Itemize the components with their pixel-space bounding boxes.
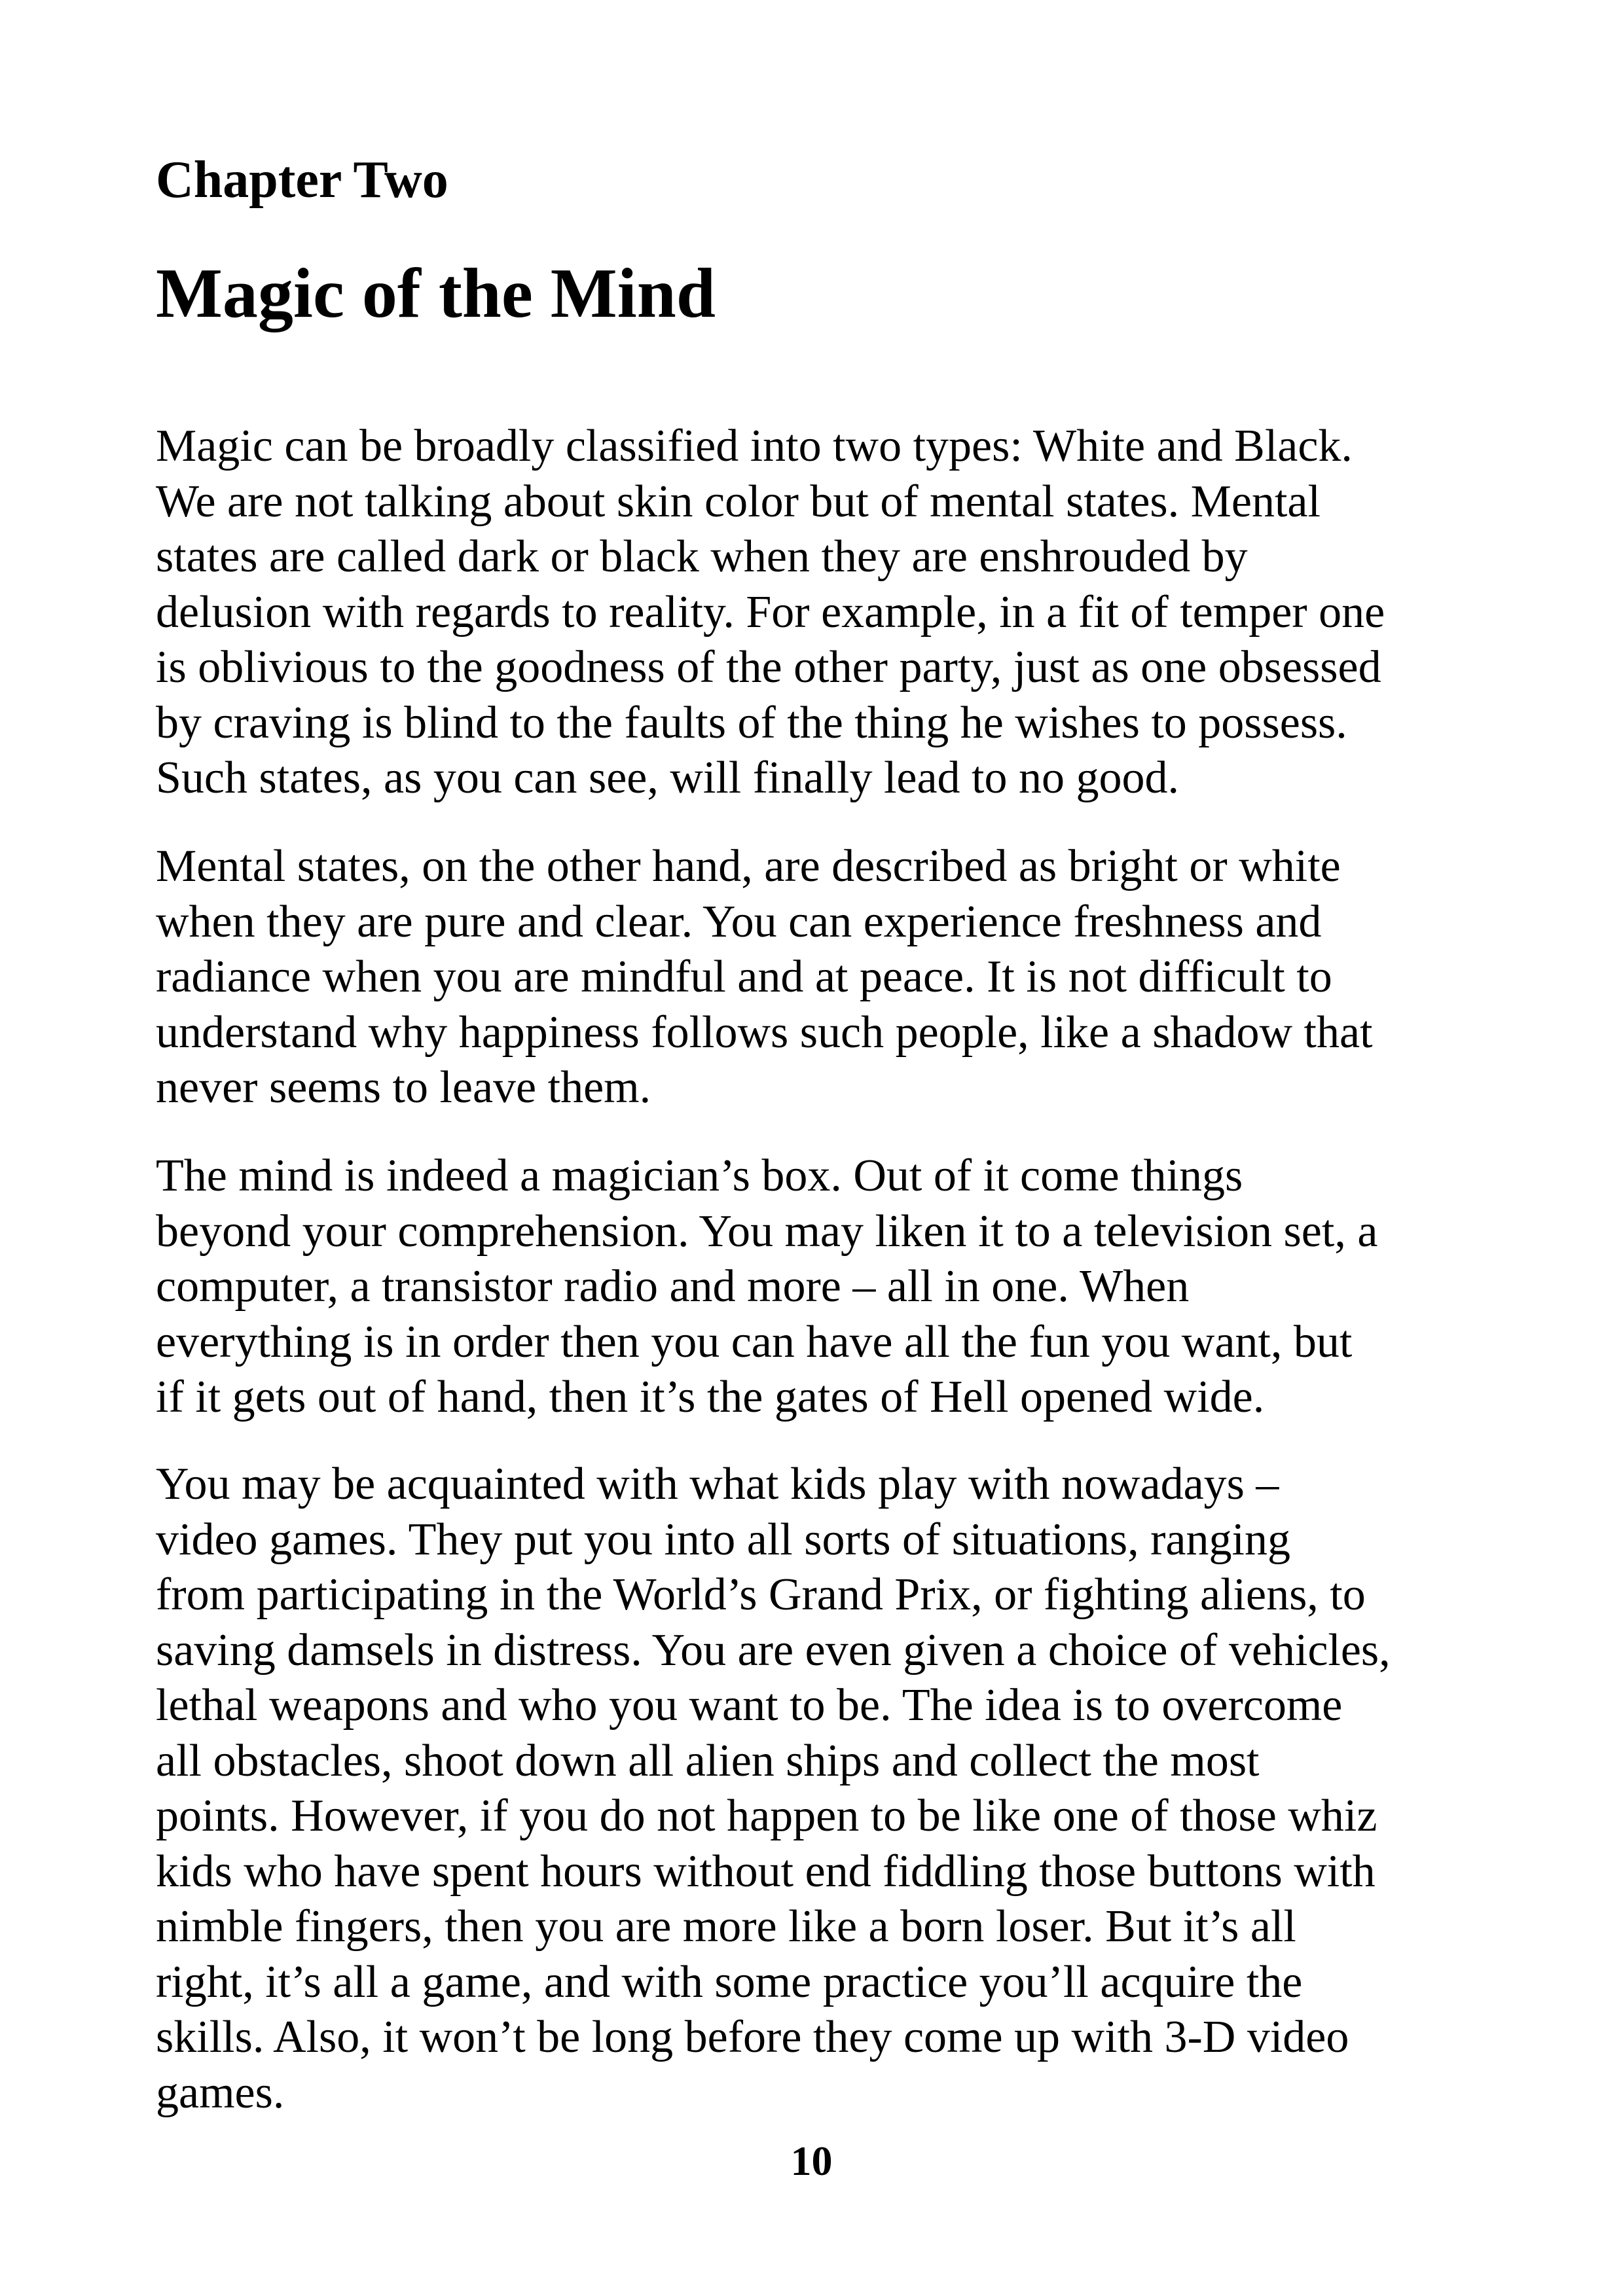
chapter-title: Magic of the Mind	[156, 255, 716, 332]
text-line: if it gets out of hand, then it’s the gates of Hell opened wide.	[156, 1372, 1265, 1422]
text-line: video games. They put you into all sorts of situations, ranging	[156, 1514, 1290, 1565]
text-line: The mind is indeed a magician’s box. Out of it come things	[156, 1151, 1243, 1201]
text-line: right, it’s all a game, and with some practice you’ll acquire the	[156, 1956, 1303, 2007]
text-line: delusion with regards to reality. For example, in a fit of temper one	[156, 586, 1385, 637]
text-line: lethal weapons and who you want to be. The idea is to overcome	[156, 1680, 1343, 1731]
text-line: Mental states, on the other hand, are described as bright or white	[156, 841, 1341, 891]
text-line: when they are pure and clear. You can experience freshness and	[156, 896, 1322, 947]
paragraph-2	[156, 839, 1373, 1116]
text-line: is oblivious to the goodness of the other party, just as one obsessed	[156, 642, 1381, 692]
text-line: by craving is blind to the faults of the thing he wishes to possess.	[156, 697, 1347, 748]
page-number: 10	[790, 2138, 833, 2184]
text-line: Such states, as you can see, will finally lead to no good.	[156, 753, 1180, 803]
chapter-label: Chapter Two	[156, 151, 448, 209]
text-line: computer, a transistor radio and more – all in one. When	[156, 1261, 1190, 1312]
text-line: saving damsels in distress. You are even given a choice of vehicles,	[156, 1624, 1391, 1676]
text-line: understand why happiness follows such people, like a shadow that	[156, 1007, 1373, 1058]
paragraph-4	[156, 1457, 1391, 2121]
text-line: radiance when you are mindful and at peace. It is not difficult to	[156, 952, 1332, 1002]
text-line: points. However, if you do not happen to be like one of those whiz	[156, 1791, 1377, 1841]
text-line: Magic can be broadly classified into two types: White and Black.	[156, 421, 1353, 471]
text-line: beyond your comprehension. You may liken it to a television set, a	[156, 1206, 1378, 1257]
text-line: You may be acquainted with what kids play with nowadays –	[156, 1459, 1279, 1509]
text-line: We are not talking about skin color but of mental states. Mental	[156, 476, 1321, 527]
text-line: nimble fingers, then you are more like a born loser. But it’s all	[156, 1901, 1296, 1952]
text-line: games.	[156, 2067, 285, 2118]
paragraph-3	[156, 1149, 1377, 1426]
text-line: kids who have spent hours without end fiddling those buttons with	[156, 1846, 1376, 1897]
text-line: skills. Also, it won’t be long before they come up with 3-D video	[156, 2012, 1349, 2062]
text-line: states are called dark or black when they are enshrouded by	[156, 531, 1248, 582]
text-line: from participating in the World’s Grand Prix, or fighting aliens, to	[156, 1570, 1366, 1620]
text-line: never seems to leave them.	[156, 1062, 651, 1113]
text-line: all obstacles, shoot down all alien ships and collect the most	[156, 1735, 1260, 1786]
text-line: everything is in order then you can have all the fun you want, but	[156, 1316, 1353, 1367]
paragraph-1	[156, 419, 1385, 806]
